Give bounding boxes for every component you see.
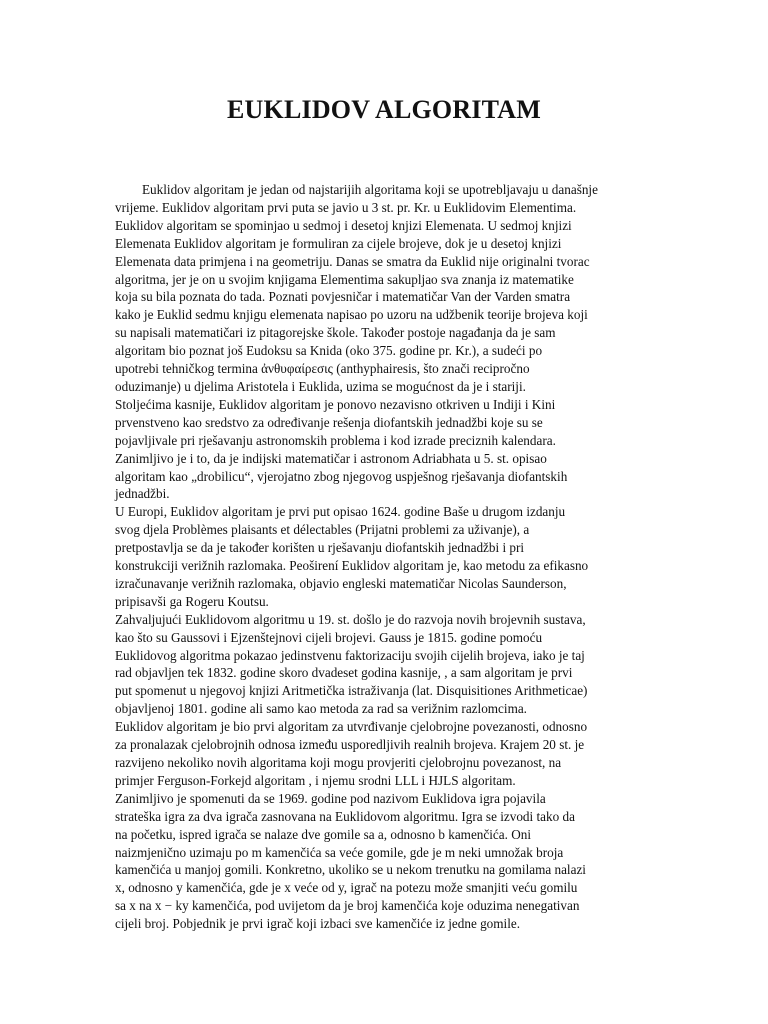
text-line: Elemenata Euklidov algoritam je formuliran za cijele brojeve, dok je u desetoj knjizi bbox=[115, 235, 562, 251]
text-line: sa x na x − ky kamenčića, pod uvijetom da je broj kamenčića koje oduzima nenegativan bbox=[115, 898, 580, 914]
text-line: pojavljivale pri rješavanju astronomskih problema i kod izrade preciznih kalendara. bbox=[115, 432, 556, 448]
text-line: objavljenoj 1801. godine ali samo kao metoda za rad sa verižnim razlomcima. bbox=[115, 701, 527, 717]
text-line: izračunavanje verižnih razlomaka, objavio engleski matematičar Nicolas Saunderson, bbox=[115, 575, 567, 591]
text-line: pretpostavlja se da je također korišten u rješavanju diofantskih jednadžbi i pri bbox=[115, 540, 525, 556]
text-line: pripisavši ga Rogeru Koutsu. bbox=[115, 593, 269, 609]
text-line: oduzimanje) u djelima Aristotela i Euklida, uzima se mogućnost da je i stariji. bbox=[115, 378, 526, 394]
text-line: koja su bila poznata do tada. Poznati povjesničar i matematičar Van der Varden smatra bbox=[115, 289, 571, 305]
text-line: Zanimljivo je spomenuti da se 1969. godine pod nazivom Euklidova igra pojavila bbox=[115, 790, 546, 806]
text-line: prvenstveno kao sredstvo za određivanje rešenja diofantskih jednadžbi koje su se bbox=[115, 414, 543, 430]
text-line: rad objavljen tek 1832. godine skoro dvadeset godina kasnije, , a sam algoritam je prvi bbox=[115, 665, 573, 681]
text-line: Zanimljivo je i to, da je indijski matematičar i astronom Adriabhata u 5. st. opisao bbox=[115, 450, 547, 466]
text-line: svog djela Problèmes plaisants et délectables (Prijatni problemi za uživanje), a bbox=[115, 522, 530, 538]
text-line: strateška igra za dva igrača zasnovana na Euklidovom algoritmu. Igra se izvodi tako da bbox=[115, 808, 575, 824]
text-line: cijeli broj. Pobjednik je prvi igrač koji izbaci sve kamenčiće iz jedne gomile. bbox=[115, 916, 521, 932]
text-line: razvijeno nekoliko novih algoritama koji mogu provjeriti cjelobrojnu povezanost, na bbox=[115, 755, 562, 770]
text-line: jednadžbi. bbox=[115, 486, 170, 502]
text-line: naizmjenično uzimaju po m kamenčića sa veće gomile, gde je m neki umnožak broja bbox=[115, 844, 564, 860]
text-line: konstrukciji verižnih razlomaka. Peoširení Euklidov algoritam je, kao metodu za efikasno bbox=[115, 558, 589, 574]
document-title: EUKLIDOV ALGORITAM bbox=[227, 95, 541, 124]
text-line: kamenčića u manjoj gomili. Konkretno, ukoliko se u nekom trenutku na gomilama nalazi bbox=[115, 862, 586, 878]
document-body bbox=[115, 181, 675, 933]
text-line: kako je Euklid sedmu knjigu elemenata napisao po uzoru na udžbenik teorije brojeva koji bbox=[115, 307, 588, 323]
text-line: Euklidovog algoritma pokazao jedinstvenu faktorizaciju svojih cijelih brojeva, iako je taj bbox=[115, 647, 585, 663]
text-line: algoritam bio poznat još Eudoksu sa Knida (oko 375. godine pr. Kr.), a sudeći po bbox=[115, 343, 543, 359]
text-line: na početku, ispred igrača se nalaze dve gomile sa a, odnosno b kamenčića. Oni bbox=[115, 826, 531, 842]
text-line: primjer Ferguson-Forkejd algoritam , i njemu srodni LLL i HJLS algoritam. bbox=[115, 772, 516, 788]
text-line: upotrebi tehničkog termina ἀνθυφαίρεσις (anthyphairesis, što znači recipročno bbox=[115, 361, 530, 377]
text-line: vrijeme. Euklidov algoritam prvi puta se javio u 3 st. pr. Kr. u Euklidovim Elementima. bbox=[115, 199, 577, 215]
text-line: Euklidov algoritam se spominjao u sedmoj i desetoj knjizi Elemenata. U sedmoj knjizi bbox=[115, 217, 572, 233]
text-line: Zahvaljujući Euklidovom algoritmu u 19. st. došlo je do razvoja novih brojevnih sustava, bbox=[115, 611, 586, 627]
text-line: za pronalazak cjelobrojnih odnosa između usporedljivih realnih brojeva. Krajem 20 st. je bbox=[115, 737, 585, 753]
text-line: algoritam kao „drobilicu“, vjerojatno zbog njegovog uspješnog rješavanja diofantskih bbox=[115, 468, 568, 484]
text-line: U Europi, Euklidov algoritam je prvi put opisao 1624. godine Baše u drugom izdanju bbox=[115, 504, 566, 520]
text-line: put spomenut u njegovoj knjizi Aritmetička istraživanja (lat. Disquisitiones Arithmeticae) bbox=[115, 683, 588, 699]
text-line: Euklidov algoritam je bio prvi algoritam za utvrđivanje cjelobrojne povezanosti, odnosno bbox=[115, 719, 588, 735]
text-line: x, odnosno y kamenčića, gde je x veće od y, igrač na potezu može smanjiti veću gomilu bbox=[115, 880, 578, 896]
text-line: Stoljećima kasnije, Euklidov algoritam je ponovo nezavisno otkriven u Indiji i Kini bbox=[115, 396, 556, 412]
text-line: Elemenata data primjena i na geometriju. Danas se smatra da Euklid nije originalni tvorac bbox=[115, 253, 590, 269]
text-line: su napisali matematičari iz pitagorejske škole. Također postoje nagađanja da je sam bbox=[115, 325, 556, 341]
text-line: Euklidov algoritam je jedan od najstarijih algoritama koji se upotrebljavaju u današnje bbox=[142, 182, 598, 197]
text-line: kao što su Gaussovi i Ejzenštejnovi cijeli brojevi. Gauss je 1815. godine pomoću bbox=[115, 629, 543, 645]
text-line: algoritma, jer je on u svojim knjigama Elementima sakupljao sva znanja iz matematike bbox=[115, 271, 574, 287]
